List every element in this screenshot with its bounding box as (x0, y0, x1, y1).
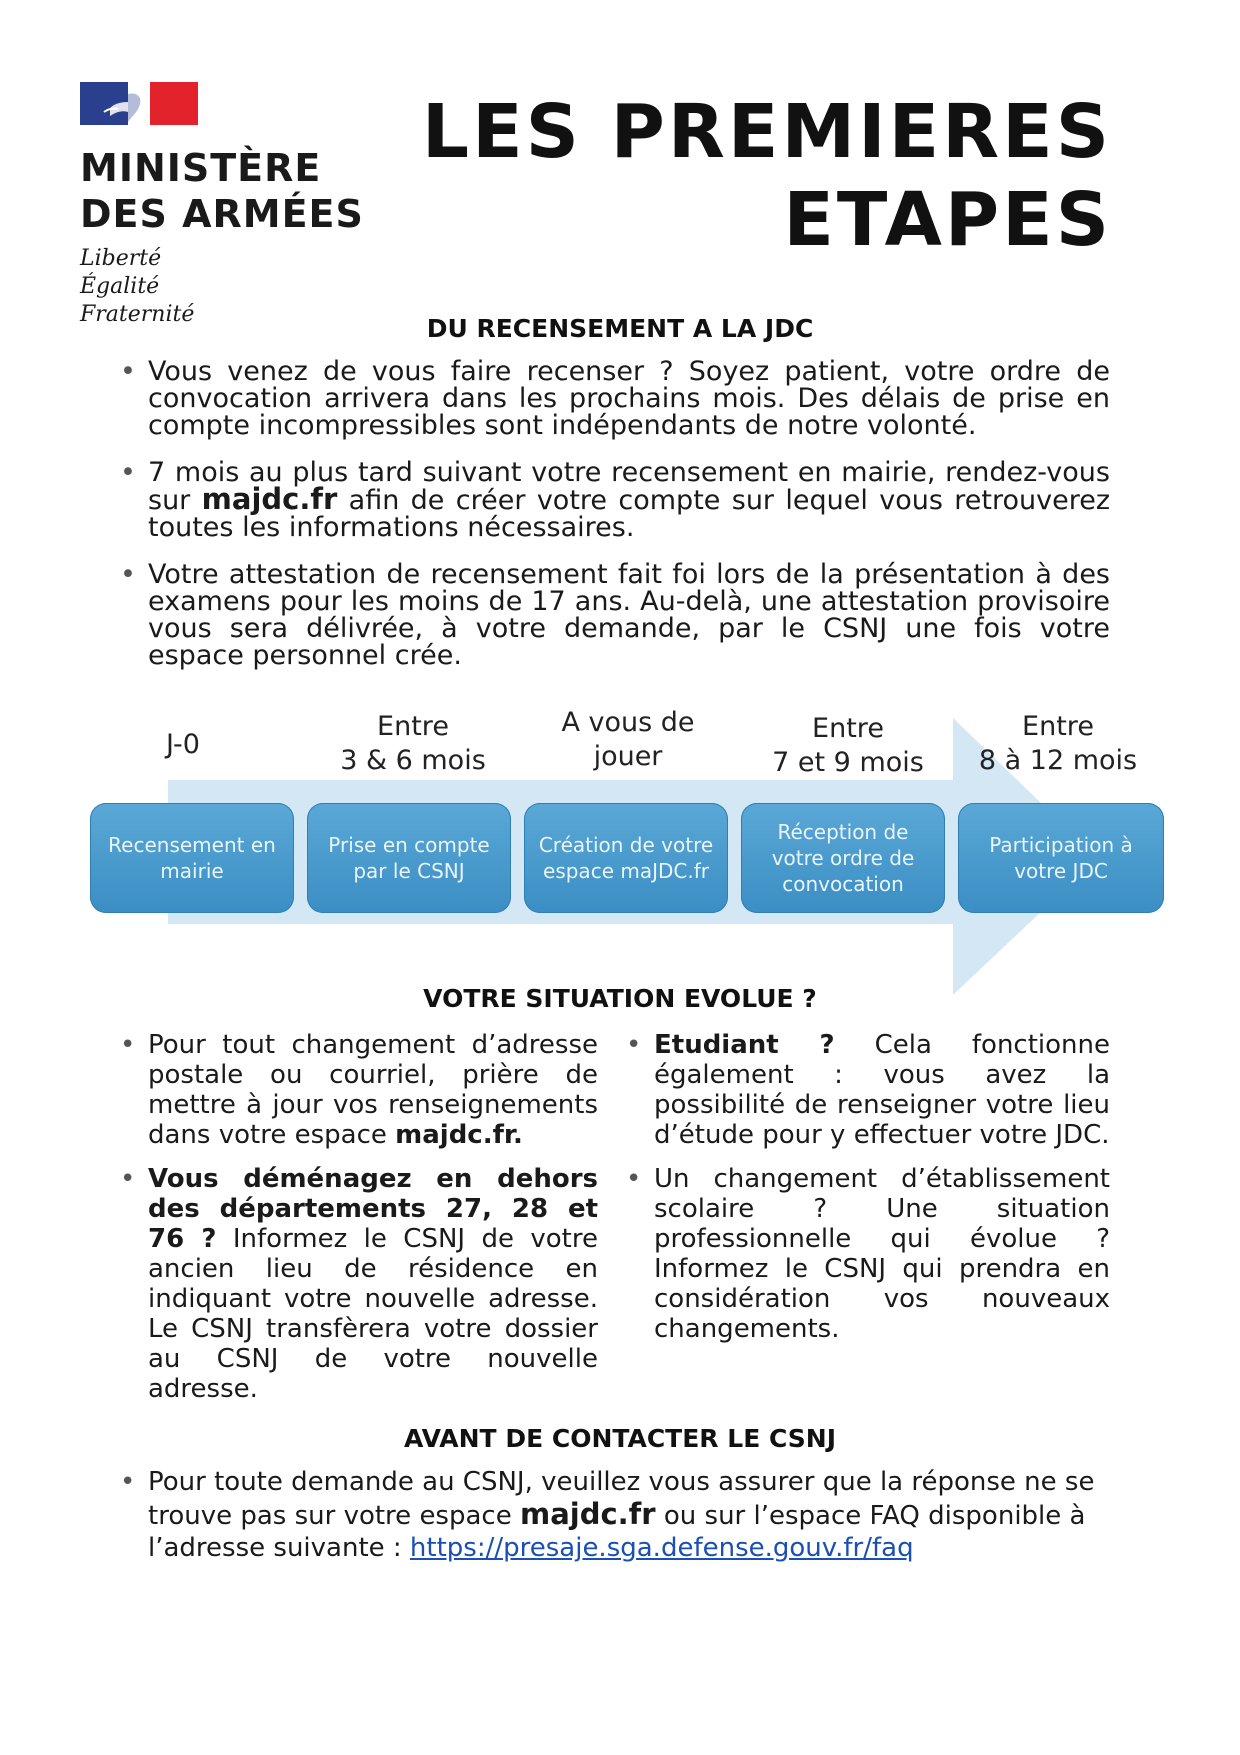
situation-list-right (626, 1030, 1110, 1344)
majdc-link-text: majdc.fr (201, 482, 338, 516)
section-title-situation: VOTRE SITUATION EVOLUE ? (423, 984, 817, 1013)
motto-liberte: Liberté (80, 246, 162, 271)
list-item (120, 1030, 598, 1150)
bullet-text: afin de créer votre compte sur lequel vous retrouverez toutes les informations nécessaires. (148, 485, 1110, 543)
step-label-line: J-0 (166, 729, 200, 760)
step-label-line: A vous de (561, 707, 695, 738)
timeline-diagram (88, 707, 1168, 995)
page-title (422, 88, 1112, 264)
step-box-line: par le CSNJ (353, 859, 465, 883)
faq-link[interactable]: https://presaje.sga.defense.gouv.fr/faq (409, 1533, 914, 1563)
bullet-text: Pour tout changement d’adresse postale ou courriel, prière de mettre à jour vos renseignements dans votre espace (148, 1030, 598, 1150)
bullet-bold: Etudiant ? (654, 1030, 835, 1060)
situation-list-left (120, 1030, 598, 1404)
step-box-line: votre JDC (1014, 859, 1108, 883)
bullet-bold: Vous déménagez en dehors des départements 27, 28 et 76 ? (148, 1164, 598, 1254)
step-box-line: Réception de (777, 820, 909, 844)
step-label-line: Entre (1022, 711, 1094, 742)
majdc-link-text: majdc.fr (519, 1497, 656, 1531)
ministry-line-2: DES ARMÉES (80, 192, 364, 236)
step-box-line: Création de votre (538, 833, 714, 857)
step-box-prise-en-compte (307, 803, 511, 913)
bullet-bold: majdc.fr. (395, 1120, 523, 1150)
step-box-line: Prise en compte (328, 833, 490, 857)
bullet-text: Pour toute demande au CSNJ, veuillez vous assurer que la réponse ne se trouve pas sur votre espace (148, 1467, 1095, 1531)
step-box-recensement (90, 803, 294, 913)
list-item (626, 1164, 1110, 1344)
contact-list (120, 1466, 1110, 1564)
ministry-line-1: MINISTÈRE (80, 146, 322, 190)
bullet-text: Votre attestation de recensement fait foi lors de la présentation à des examens pour les moins de 17 ans. Au-delà, une attestation provisoire vous sera délivrée, à votre demande, par le CSNJ une fois votre espace personnel crée. (148, 559, 1110, 671)
title-line-2: ETAPES (783, 177, 1112, 263)
bullet-text: ou sur l’espace FAQ disponible à l’adresse suivante : (148, 1501, 1086, 1563)
step-label-line: Entre (812, 713, 884, 744)
step-box-line: Recensement en (108, 833, 276, 857)
step-box-line: espace maJDC.fr (543, 859, 709, 883)
section-title-recensement: DU RECENSEMENT A LA JDC (426, 314, 814, 343)
step-label-4 (748, 712, 948, 780)
list-item (120, 1466, 1110, 1564)
step-box-creation-espace (524, 803, 728, 913)
step-box-line: Participation à (989, 833, 1133, 857)
recensement-list (120, 358, 1110, 669)
list-item (120, 459, 1110, 541)
list-item (120, 1164, 598, 1404)
list-item (626, 1030, 1110, 1150)
step-label-line: 8 à 12 mois (978, 745, 1138, 776)
step-label-line: Entre (377, 711, 449, 742)
list-item (120, 561, 1110, 669)
motto-egalite: Égalité (80, 274, 160, 299)
section-title-contact: AVANT DE CONTACTER LE CSNJ (403, 1424, 837, 1453)
bullet-text: Un changement d’établissement scolaire ? Une situation professionnelle qui évolue ? Informez le CSNJ qui prendra en considération vos nouveaux changements. (654, 1164, 1110, 1344)
title-line-1: LES PREMIERES (421, 89, 1112, 175)
list-item (120, 358, 1110, 439)
step-box-line: convocation (782, 872, 904, 896)
step-label-line: 7 et 9 mois (772, 747, 924, 778)
marianne-flag-icon (80, 82, 198, 125)
step-label-3 (528, 706, 728, 774)
step-label-1 (118, 728, 248, 762)
ministry-logo (80, 82, 380, 329)
bullet-text: Informez le CSNJ de votre ancien lieu de résidence en indiquant votre nouvelle adresse. Le CSNJ transfèrera votre dossier au CSNJ de votre nouvelle adresse. (148, 1224, 598, 1404)
step-label-5 (958, 710, 1158, 778)
step-label-line: jouer (593, 741, 663, 772)
step-box-line: votre ordre de (771, 846, 915, 870)
bullet-text: Cela fonctionne également : vous avez la possibilité de renseigner votre lieu d’étude pour y effectuer votre JDC. (654, 1030, 1110, 1150)
bullet-text: Vous venez de vous faire recenser ? Soyez patient, votre ordre de convocation arrivera dans les prochains mois. Des délais de prise en compte incompressibles sont indépendants de notre volonté. (148, 356, 1110, 441)
step-label-line: 3 & 6 mois (340, 745, 486, 776)
bullet-text: 7 mois au plus tard suivant votre recensement en mairie, rendez-vous sur (148, 457, 1110, 516)
motto-fraternite: Fraternité (80, 302, 195, 327)
step-box-reception-convocation (741, 803, 945, 913)
step-label-2 (313, 710, 513, 778)
step-box-line: mairie (160, 859, 224, 883)
step-box-participation (958, 803, 1164, 913)
ministry-name (80, 145, 380, 237)
